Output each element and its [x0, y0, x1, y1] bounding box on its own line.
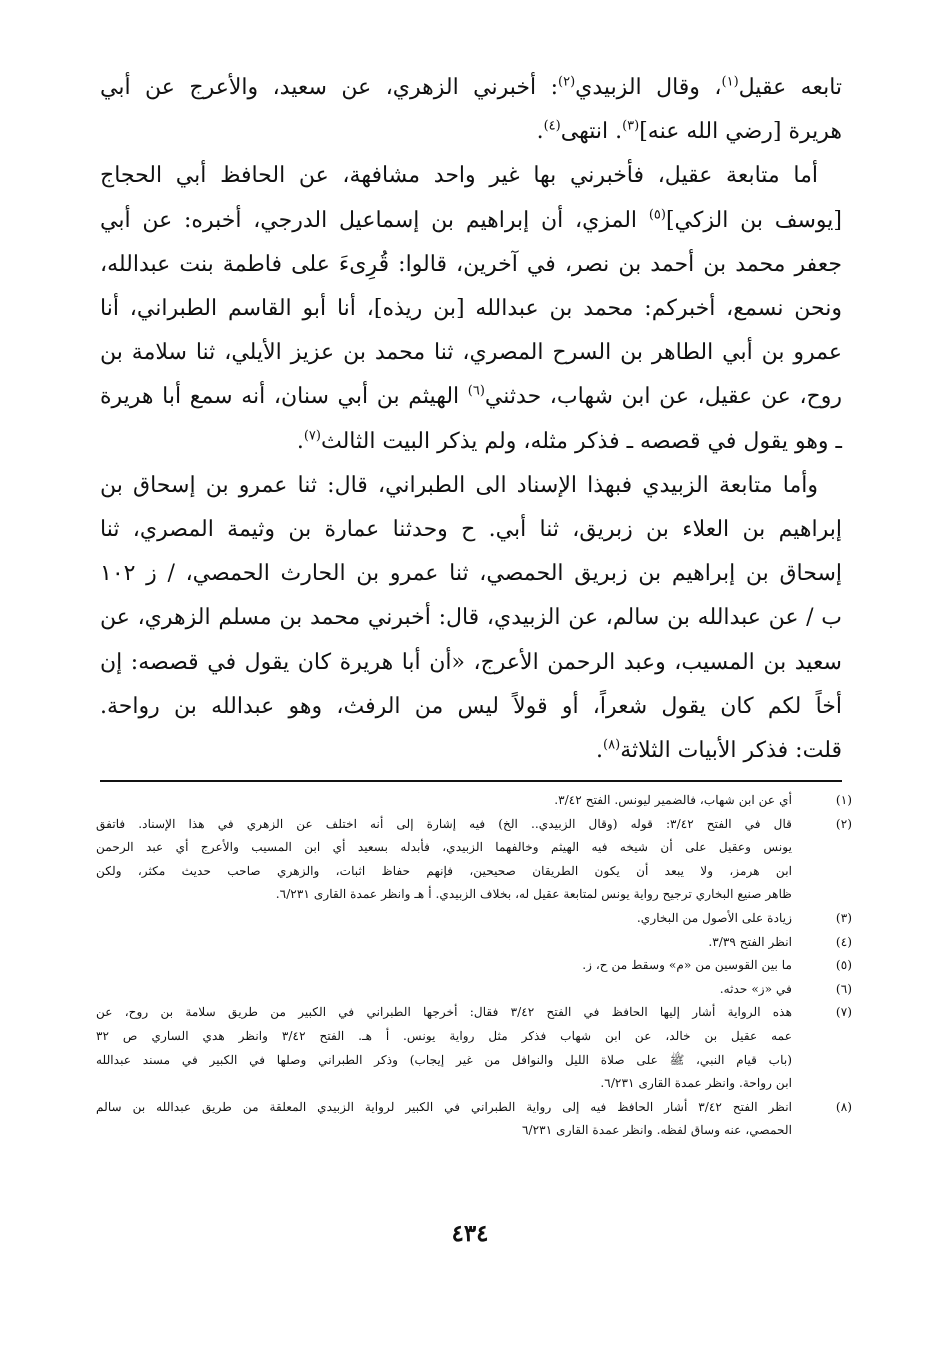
- footnote-line: ابن رواحة. وانظر عمدة القارى ٦/٢٣١.: [600, 1076, 792, 1091]
- text-line: [100, 243, 842, 287]
- text-line: [100, 199, 842, 243]
- text-segment: إسحاق بن إبراهيم بن زبريق الحمصي، ثنا عمرو بن الحارث الحمصي، / ز ١٠٢: [100, 561, 842, 587]
- text-segment: سعيد بن المسيب، وعبد الرحمن الأعرج، «أن أبا هريرة كان يقول في قصصه: إن: [100, 649, 842, 675]
- text-line: [100, 66, 842, 110]
- text-line: [100, 685, 842, 729]
- text-segment: .: [296, 428, 304, 454]
- footnote-line: ظاهر صنيع البخاري ترجيح رواية يونس لمتابعة عقيل له، بخلاف الزبيدي. أ هـ وانظر عمدة القارى ٦/٢٣١.: [275, 887, 792, 902]
- footnote: [96, 931, 852, 955]
- text-segment: أخاً لكم كان يقول شعراً، أو قولاً ليس من الرفث، وهو عبدالله بن رواحة.: [100, 693, 842, 719]
- text-segment: ـ وهو يقول في قصصه ـ فذكر مثله، ولم يذكر البيت الثالث: [320, 428, 842, 454]
- main-text: [100, 66, 842, 773]
- footnote-number: (١): [835, 793, 852, 807]
- text-segment: .: [536, 119, 544, 145]
- footnote-marker: (٥): [648, 207, 666, 223]
- footnote-text: [96, 954, 792, 978]
- footnote-text: [96, 813, 792, 907]
- footnote: [96, 813, 852, 907]
- main-paragraph: [100, 154, 842, 463]
- footnote-line: أي عن ابن شهاب، فالضمير ليونس. الفتح ٣/٤٢.: [554, 793, 792, 807]
- footnote-marker: (٤): [543, 118, 561, 134]
- footnote-number: (٣): [835, 910, 852, 925]
- footnote: [96, 978, 852, 1002]
- text-line: [100, 375, 842, 419]
- text-line: [100, 596, 842, 640]
- text-segment: هريرة [رضي الله عنه]: [639, 119, 842, 145]
- footnote-marker: (٢): [558, 74, 576, 90]
- text-segment: تابعه عقيل: [738, 75, 843, 100]
- text-line: [100, 464, 842, 508]
- footnote-number: (٥): [835, 958, 852, 973]
- footnote-number: (٦): [835, 981, 852, 996]
- text-line: [100, 420, 842, 464]
- footnote-line: (باب قيام النبي، ﷺ على صلاة الليل والنوافل من غير إيجاب) وذكر الطبراني وصلها في الكبير في مسند عبدالله: [96, 1052, 792, 1067]
- text-segment: المزي، أن إبراهيم بن إسماعيل الدرجي، أخبره: عن أبي: [100, 207, 649, 233]
- footnote-number: (٧): [835, 1005, 852, 1020]
- text-segment: ، وقال الزبيدي: [575, 75, 722, 100]
- footnotes: [96, 789, 852, 1143]
- footnote-line: عمه عقيل بن خالد، عن ابن شهاب فذكر مثل رواية يونس. أ هـ. الفتح ٣/٤٢ وانظر هدي الساري ص ٣٢: [96, 1028, 792, 1043]
- text-line: [100, 154, 842, 198]
- text-line: [100, 287, 842, 331]
- text-segment: قلت: فذكر الأبيات الثلاثة: [620, 738, 842, 764]
- footnote-line: زيادة على الأصول من البخاري.: [636, 910, 792, 925]
- text-segment: ونحن نسمع، أخبركم: محمد بن عبدالله [بن ريذه]، أنا أبو القاسم الطبراني، أنا: [100, 296, 842, 322]
- footnote-text: [96, 1001, 792, 1095]
- text-line: [100, 552, 842, 596]
- text-segment: وأما متابعة الزبيدي فبهذا الإسناد الى الطبراني، قال: ثنا عمرو بن إسحاق بن: [100, 472, 818, 498]
- footnote-line: يونس وعقيل على أن شيخه فيه الهيثم وخالفهما الزبيدي، فأبدله بسعيد أي ابن المسيب والأعرج أي عبد الرحمن: [96, 840, 792, 855]
- footnote-number: (٢): [835, 816, 852, 831]
- footnote-marker: (٨): [603, 737, 621, 753]
- footnote-line: هذه الرواية أشار إليها الحافظ في الفتح ٣/٤٢ فقال: أخرجها الطبراني في الكبير من طريق سلامة بن روح، عن: [96, 1005, 792, 1020]
- footnote-text: [96, 931, 792, 955]
- footnote-line: الحمصي، عنه وساق لفظه. وانظر عمدة القارى ٦/٢٣١: [521, 1123, 792, 1138]
- page-number: ٤٣٤: [451, 1220, 489, 1247]
- footnote-marker: (٦): [467, 384, 485, 400]
- footnote-line: ابن هرمز، ولا يبعد أن يكون الطريقان صحيحين، فإنهم حفاظ اثبات، والزهري صاحب حديث مكثر، ولكن: [96, 863, 792, 878]
- footnote: [96, 1001, 852, 1095]
- footnote: [96, 789, 852, 813]
- text-segment: . انتهى: [560, 119, 623, 145]
- text-line: [100, 331, 842, 375]
- footnote-text: [96, 978, 792, 1002]
- footnote-separator: [100, 780, 842, 782]
- text-line: [100, 110, 842, 154]
- footnote-line: انظر الفتح ٣/٤٢ أشار الحافظ فيه إلى رواية الطبراني في الكبير لرواية الزبيدي المعلقة من طريق عبدالله بن سالم: [96, 1099, 792, 1114]
- footnote: [96, 907, 852, 931]
- main-paragraph: [100, 66, 842, 154]
- text-segment: [يوسف بن الزكي]: [665, 207, 843, 233]
- text-segment: أما متابعة عقيل، فأخبرني بها غير واحد مشافهة، عن الحافظ أبي الحجاج: [100, 163, 818, 189]
- text-segment: الهيثم بن أبي سنان، أنه سمع أبا هريرة: [100, 384, 468, 410]
- footnote-text: [96, 789, 792, 813]
- main-paragraph: [100, 464, 842, 773]
- footnote-text: [96, 907, 792, 931]
- text-segment: إبراهيم بن العلاء بن زبريق، ثنا أبي. ح وحدثنا عمارة بن وثيمة المصري، ثنا: [100, 517, 842, 543]
- text-segment: .: [596, 738, 604, 764]
- text-line: [100, 729, 842, 773]
- text-segment: ب / عن عبدالله بن سالم، عن الزبيدي، قال: أخبرني محمد بن مسلم الزهري، عن: [100, 605, 842, 631]
- footnote-line: في «ز» حدثه.: [719, 981, 792, 996]
- footnote-line: قال في الفتح ٣/٤٢: قوله (وقال الزبيدي.. الخ) فيه إشارة إلى أنه اختلف عن الزهري في هذا الإسناد. فاتفق: [96, 816, 792, 831]
- text-segment: : أخبرني الزهري، عن سعيد، والأعرج عن أبي: [100, 75, 559, 100]
- text-line: [100, 641, 842, 685]
- footnote-marker: (١): [721, 74, 739, 90]
- footnote-text: [96, 1096, 792, 1143]
- text-segment: روح، عن عقيل، عن ابن شهاب، حدثني: [484, 384, 842, 410]
- footnote-marker: (٧): [303, 428, 321, 444]
- footnote-marker: (٣): [622, 118, 640, 134]
- footnote: [96, 1096, 852, 1143]
- footnote-number: (٤): [835, 934, 852, 949]
- text-segment: عمرو بن أبي الطاهر بن السرح المصري، ثنا محمد بن عزيز الأيلي، ثنا سلامة بن: [100, 340, 842, 366]
- footnote: [96, 954, 852, 978]
- footnote-number: (٨): [835, 1099, 852, 1114]
- footnote-line: ما بين القوسين من «م» وسقط من ح، ز.: [582, 958, 792, 973]
- footnote-line: انظر الفتح ٣/٣٩.: [708, 934, 792, 949]
- text-line: [100, 508, 842, 552]
- text-segment: جعفر محمد بن أحمد بن نصر، في آخرين، قالوا: قُرِىءَ على فاطمة بنت عبدالله،: [100, 251, 843, 277]
